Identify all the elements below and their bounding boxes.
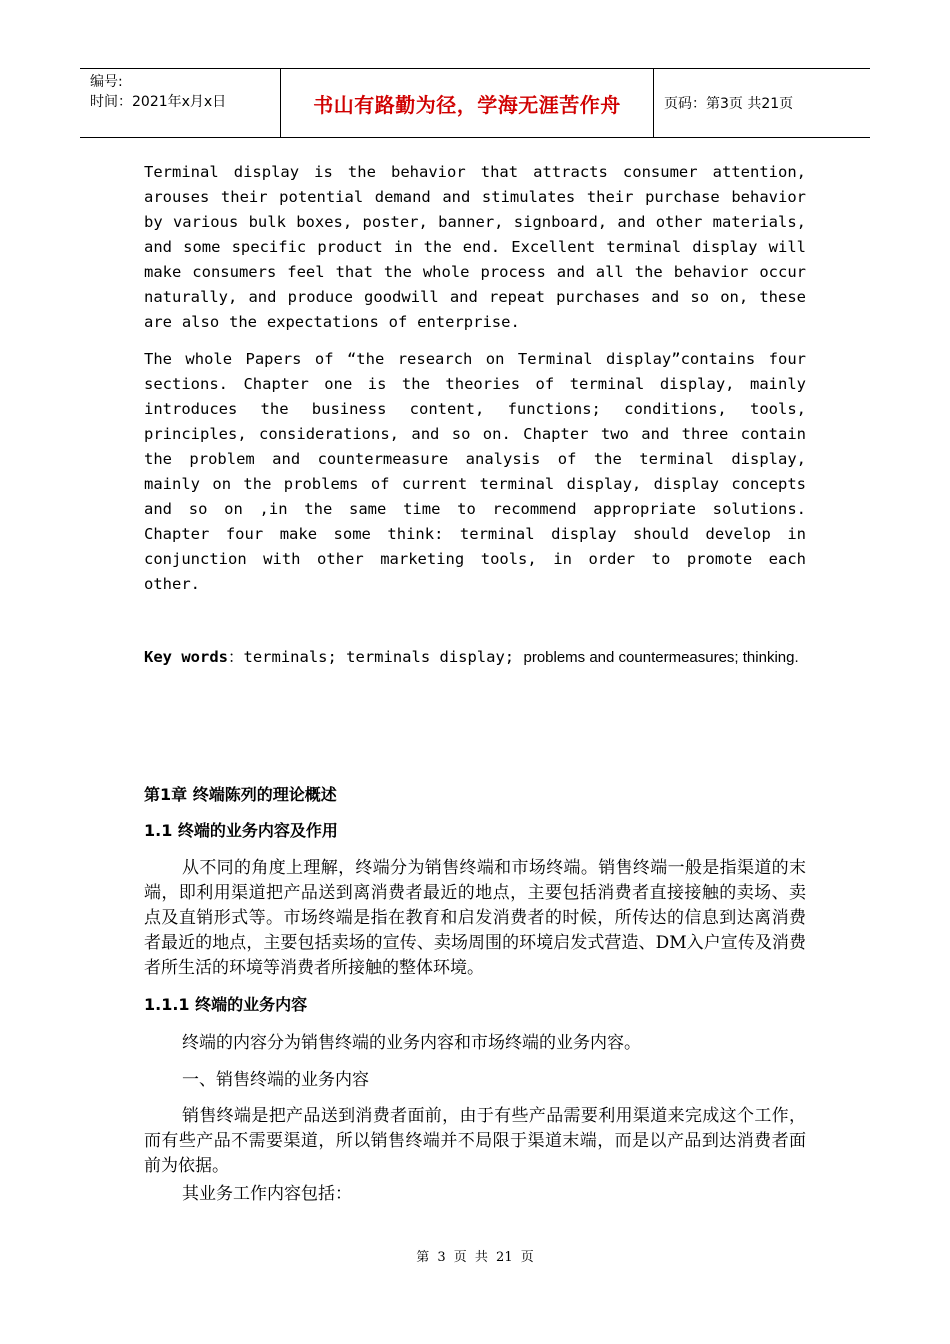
- subsection-title: 1.1.1 终端的业务内容: [144, 995, 308, 1014]
- abstract-paragraph-1: Terminal display is the behavior that attracts consumer attention, arouses their potential demand and stimulates their purchase behavior by various bulk boxes, poster, banner, signboard, and other materials, and some specific product in the end. Excellent terminal display will make consumers feel that the whole process and all the behavior occur naturally, and produce goodwill and repeat purchases and so on, these are also the expectations of enterprise.: [144, 163, 806, 331]
- section-title: 1.1 终端的业务内容及作用: [144, 821, 338, 840]
- body-paragraph-1: 从不同的角度上理解，终端分为销售终端和市场终端。销售终端一般是指渠道的末端，即利用渠道把产品送到离消费者最近的地点，主要包括消费者直接接触的卖场、卖点及直销形式等。市场终端是指在教育和启发消费者的时候，所传达的信息到达离消费者最近的地点，主要包括卖场的宣传、卖场周围的环境启发式营造、DM入户宣传及消费者所生活的环境等消费者所接触的整体环境。: [144, 858, 806, 978]
- body-paragraph-3: 一、销售终端的业务内容: [182, 1070, 369, 1090]
- page-header: [80, 68, 870, 138]
- abstract-paragraph-2: The whole Papers of “the research on Terminal display”contains four sections. Chapter one is the theories of terminal display, mainly introduces the business content, functions; conditions, tools, principles, considerations, and so on. Chapter two and three contain the problem and countermeasure analysis of the terminal display, mainly on the problems of current terminal display, display concepts and so on ,in the same time to recommend appropriate solutions. Chapter four make some think: terminal display should develop in conjunction with other marketing tools, in order to promote each other.: [144, 350, 806, 593]
- keywords-sans: problems and countermeasures; thinking.: [523, 649, 799, 666]
- header-meta: [80, 69, 281, 137]
- header-page-info: 页码：第3页 共21页: [664, 96, 794, 112]
- keywords-label: Key words: [144, 648, 228, 666]
- keywords-colon: ：: [228, 648, 244, 666]
- body-paragraph-4: 销售终端是把产品送到消费者面前，由于有些产品需要利用渠道来完成这个工作，而有些产品不需要渠道，所以销售终端并不局限于渠道末端，而是以产品到达消费者面前为依据。: [144, 1106, 806, 1176]
- page-footer: 第 3 页 共 21 页: [416, 1250, 534, 1265]
- body-paragraph-2: 终端的内容分为销售终端的业务内容和市场终端的业务内容。: [182, 1033, 641, 1053]
- chapter-title: 第1章 终端陈列的理论概述: [144, 785, 337, 804]
- header-motto: 书山有路勤为径，学海无涯苦作舟: [281, 69, 654, 137]
- body-paragraph-5: 其业务工作内容包括：: [182, 1184, 352, 1204]
- keywords-mono: terminals; terminals display;: [243, 648, 524, 666]
- keywords: [144, 646, 806, 669]
- number-label: 编号:: [90, 74, 123, 90]
- time-label: 时间：2021年x月x日: [90, 94, 227, 110]
